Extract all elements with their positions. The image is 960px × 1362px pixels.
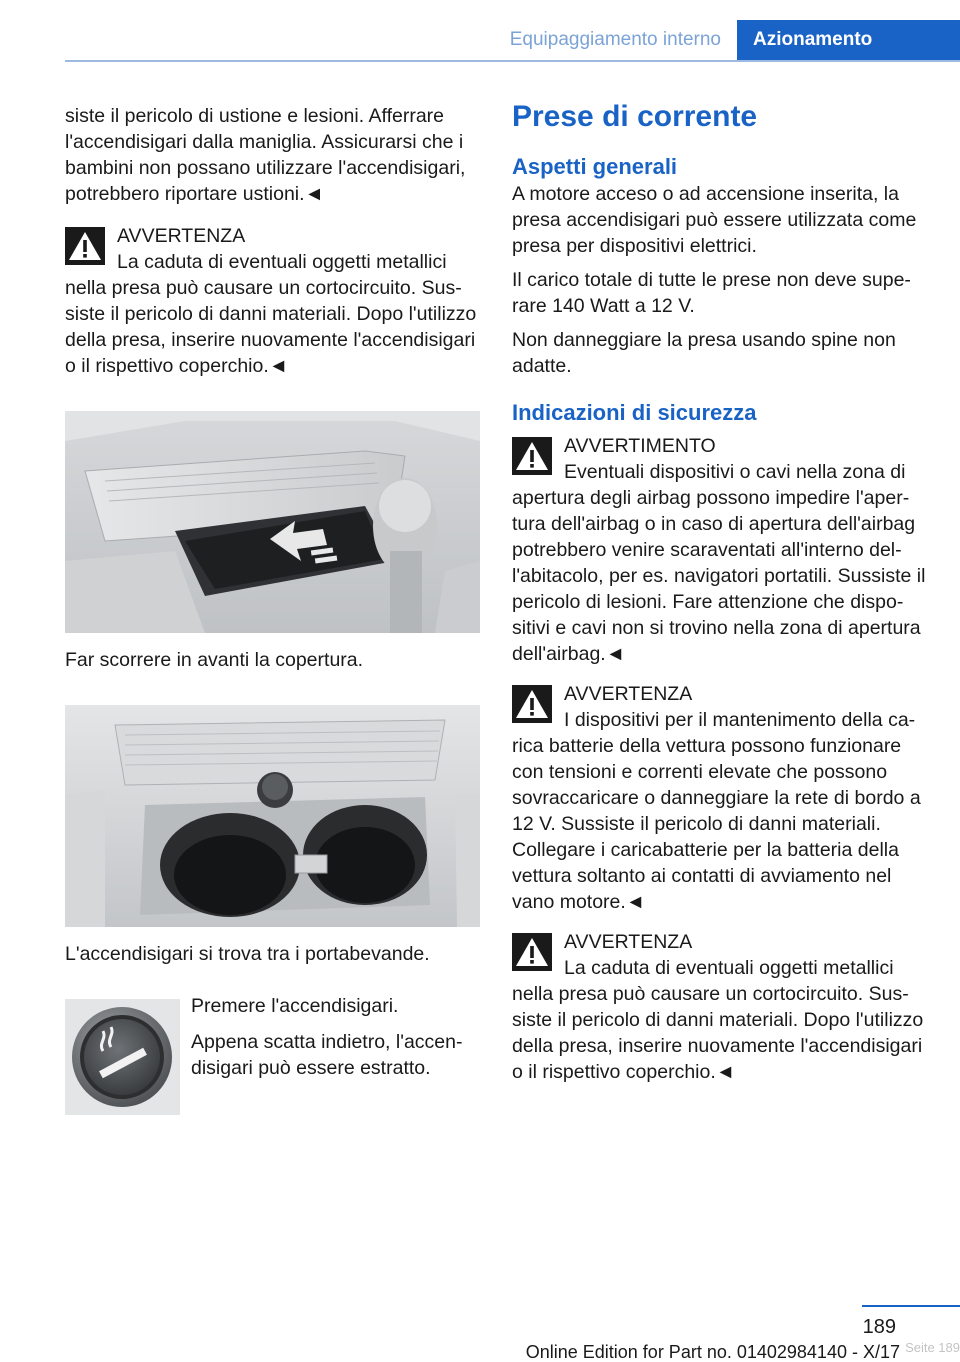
warning-block-metal bbox=[512, 929, 930, 1085]
subheading-safety: Indicazioni di sicurezza bbox=[512, 400, 757, 425]
page-number: 189 bbox=[862, 1316, 896, 1338]
lighter-steps bbox=[191, 993, 491, 1081]
photo-caption-2: L'accendisigari si trova tra i portabevande. bbox=[65, 943, 430, 965]
general-paragraph-3: Non danneggiare la presa usando spine non adatte. bbox=[512, 329, 896, 377]
warning-triangle-icon bbox=[65, 227, 105, 265]
warning-text: La caduta di eventuali oggetti metallici nella presa può causare un cortocircuito. Sussiste il pericolo di danni materiali. Dopo l'utilizzo della presa, inserire nuovamente l'accendisigari o il rispettivo coperchio.◄ bbox=[65, 251, 477, 377]
warning-title: AVVERTIMENTO bbox=[564, 435, 716, 457]
warning-triangle-icon bbox=[512, 685, 552, 723]
warning-text: La caduta di eventuali oggetti metallici nella presa può causare un cortocircuito. Sussiste il pericolo di danni materiali. Dopo l'utilizzo della presa, inserire nuovamente l'accendisigari o il rispettivo coperchio.◄ bbox=[512, 957, 924, 1083]
general-paragraph-2: Il carico totale di tutte le prese non deve superare 140 Watt a 12 V. bbox=[512, 269, 911, 317]
intro-paragraph: siste il pericolo di ustione e lesioni. Afferrare l'accendisigari dalla maniglia. Assicurarsi che i bambini non possano utilizzare l'accendisigari, potrebbero riportare ustioni.◄ bbox=[65, 105, 466, 205]
warning-title: AVVERTENZA bbox=[564, 683, 693, 705]
warning-block-charger bbox=[512, 681, 930, 915]
console-cover-photo bbox=[65, 411, 480, 633]
cigarette-lighter-icon bbox=[65, 999, 180, 1115]
subheading-general: Aspetti generali bbox=[512, 154, 678, 179]
lighter-step-2: Appena scatta indietro, l'accendisigari può essere estratto. bbox=[191, 1031, 463, 1079]
photo-caption-1: Far scorrere in avanti la copertura. bbox=[65, 649, 364, 671]
warning-title: AVVERTENZA bbox=[117, 225, 246, 247]
warning-text: I dispositivi per il mantenimento della carica batterie della vettura possono funzionare con tensioni e correnti elevate che possono sovraccaricare o danneggiare la rete di bordo a 12 V. Sussiste il pericolo di danni materiali. Collegare i caricabatterie per la batteria della vettura soltanto ai contatti di avviamento nel vano motore.◄ bbox=[512, 709, 921, 913]
warning-triangle-icon bbox=[512, 437, 552, 475]
warning-block-airbag bbox=[512, 433, 930, 667]
left-column bbox=[65, 103, 480, 1117]
page-watermark: Seite 189 bbox=[905, 1340, 960, 1355]
general-paragraph-1: A motore acceso o ad accensione inserita, la presa accendisigari può essere utilizzata come presa per dispositivi elettrici. bbox=[512, 183, 917, 257]
footer-rule bbox=[862, 1305, 960, 1307]
cupholder-photo bbox=[65, 705, 480, 927]
warning-title: AVVERTENZA bbox=[564, 931, 693, 953]
header-section-title: Equipaggiamento interno bbox=[509, 29, 721, 50]
warning-text: Eventuali dispositivi o cavi nella zona di apertura degli airbag possono impedire l'apertura dell'airbag o in caso di apertura dell'airbag potrebbero venire scaraventati all'interno dell'abitacolo, per es. navigatori portatili. Sussiste il pericolo di lesioni. Fare attenzione che dispositivi e cavi non si trovino nella zona di apertura dell'airbag.◄ bbox=[512, 461, 926, 665]
edition-line: Online Edition for Part no. 01402984140 - X/17 bbox=[525, 1342, 900, 1362]
right-column bbox=[512, 100, 930, 1085]
section-title: Prese di corrente bbox=[512, 100, 758, 133]
warning-block-left bbox=[65, 223, 480, 379]
lighter-step-1: Premere l'accendisigari. bbox=[191, 995, 399, 1017]
warning-triangle-icon bbox=[512, 933, 552, 971]
lighter-instruction bbox=[65, 995, 480, 1117]
header-chapter-tab: Azionamento bbox=[737, 20, 960, 60]
header-rule bbox=[65, 60, 960, 62]
